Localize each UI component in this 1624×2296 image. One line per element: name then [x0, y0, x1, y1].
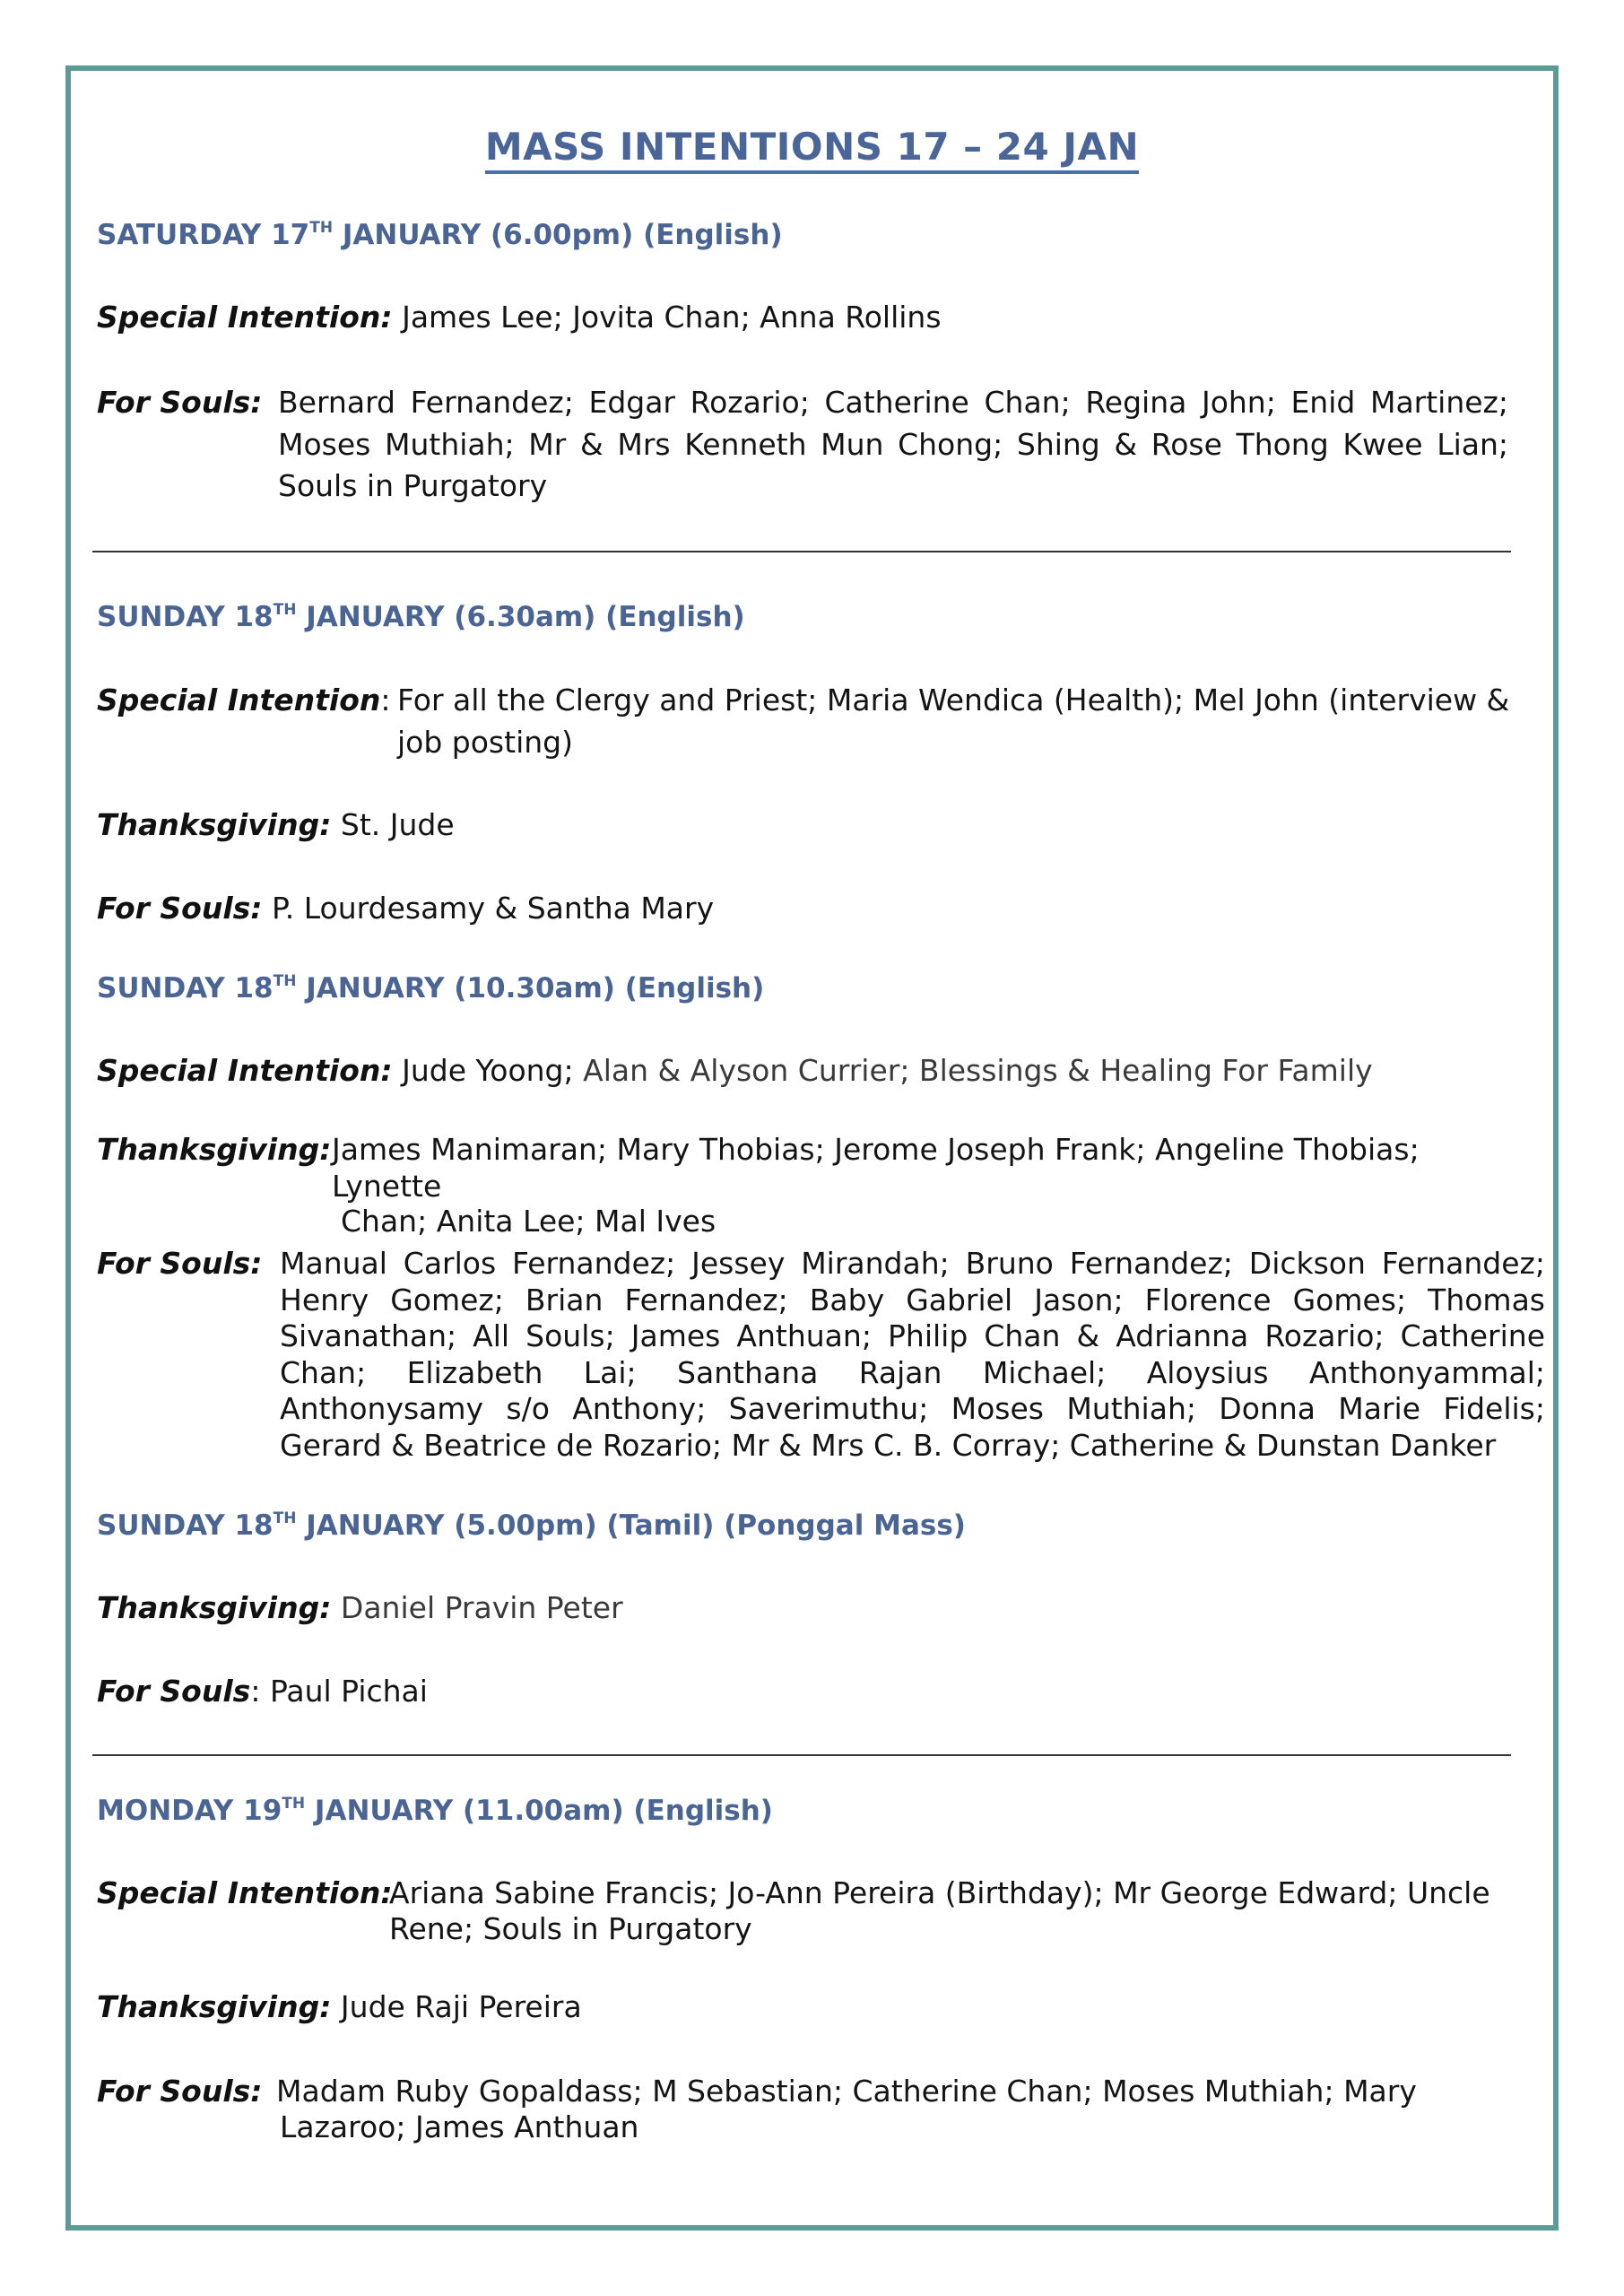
for-souls-text [276, 2074, 1442, 2145]
thanksgiving-row [97, 1590, 623, 1626]
special-intention-text [397, 683, 1518, 761]
thanks-line: James Manimaran; Mary Thobias; Jerome Joseph Frank; Angeline Thobias; Lynette [332, 1132, 1420, 1204]
thanksgiving-label: Thanksgiving: [97, 1989, 332, 2024]
souls-line: Bernard Fernandez; Edgar Rozario; Catherine Chan; Regina John; Enid Martinez; [278, 385, 1508, 420]
mass-heading-sun-1030: SUNDAY 18TH JANUARY (10.30am) (English) [97, 972, 765, 1004]
thanksgiving-label: Thanksgiving: [97, 1590, 332, 1625]
for-souls-row [97, 891, 714, 926]
souls-line: Gerard & Beatrice de Rozario; Mr & Mrs C. B. Corray; Catherine & Dunstan Danker [280, 1427, 1497, 1463]
special-intention-text: James Lee; Jovita Chan; Anna Rollins [402, 300, 942, 335]
souls-line: Moses Muthiah; Mr & Mrs Kenneth Mun Chong; Shing & Rose Thong Kwee Lian; [278, 426, 1508, 462]
souls-line: Anthonysamy s/o Anthony; Saverimuthu; Moses Muthiah; Donna Marie Fidelis; [280, 1391, 1545, 1426]
special-intention-label: Special Intention [97, 683, 381, 718]
special-line: For all the Clergy and Priest; Maria Wendica (Health); Mel John (interview & [397, 683, 1510, 718]
colon: : [250, 1674, 261, 1709]
thanksgiving-text: St. Jude [340, 807, 455, 842]
mass-heading-sun-1700: SUNDAY 18TH JANUARY (5.00pm) (Tamil) (Ponggal Mass) [97, 1509, 966, 1542]
special-intention-label: Special Intention: [97, 300, 393, 335]
special-intention-label: Special Intention: [97, 1053, 393, 1088]
thanksgiving-label-row [97, 1132, 331, 1168]
for-souls-row [97, 1674, 428, 1709]
mass-heading-sun-0630: SUNDAY 18TH JANUARY (6.30am) (English) [97, 601, 745, 633]
for-souls-label: For Souls: [97, 1246, 263, 1281]
for-souls-label: For Souls: [97, 891, 263, 926]
special-intention-row [97, 300, 942, 335]
for-souls-text: P. Lourdesamy & Santha Mary [272, 891, 715, 926]
for-souls-text [278, 385, 1508, 505]
souls-line: Madam Ruby Gopaldass; M Sebastian; Catherine Chan; Moses Muthiah; Mary [276, 2074, 1417, 2109]
souls-line: Chan; Elizabeth Lai; Santhana Rajan Michael; Aloysius Anthonyammal; [280, 1354, 1545, 1390]
section-divider [92, 551, 1511, 552]
thanks-line: Chan; Anita Lee; Mal Ives [341, 1204, 716, 1239]
page-title-text: MASS INTENTIONS 17 – 24 JAN [485, 124, 1139, 174]
souls-line: Souls in Purgatory [278, 468, 548, 503]
special-intention-label: Special Intention: [97, 1875, 393, 1910]
section-divider [92, 1754, 1511, 1756]
for-souls-text: Paul Pichai [269, 1674, 428, 1709]
for-souls-label: For Souls [97, 1674, 251, 1709]
mass-heading-sat-1800: SATURDAY 17TH JANUARY (6.00pm) (English) [97, 219, 783, 251]
for-souls-label: For Souls: [97, 385, 263, 420]
special-intention-text: Jude Yoong; [402, 1053, 574, 1088]
thanksgiving-text: Daniel Pravin Peter [340, 1590, 623, 1625]
special-line: Ariana Sabine Francis; Jo-Ann Pereira (Birthday); Mr George Edward; Uncle [389, 1875, 1490, 1910]
for-souls-text [280, 1246, 1545, 1464]
souls-line: Henry Gomez; Brian Fernandez; Baby Gabriel Jason; Florence Gomes; Thomas [280, 1282, 1545, 1318]
colon: : [380, 683, 391, 718]
special-line: job posting) [397, 724, 573, 760]
thanksgiving-row [97, 1989, 582, 2025]
page-title [0, 124, 1624, 174]
thanksgiving-text [332, 1132, 1524, 1240]
special-intention-text-2: Alan & Alyson Currier; Blessings & Healing For Family [583, 1053, 1373, 1088]
for-souls-label: For Souls: [97, 2074, 263, 2109]
special-intention-label-row [97, 683, 391, 718]
special-intention-row [97, 1053, 1373, 1089]
thanksgiving-label: Thanksgiving: [97, 1132, 332, 1167]
souls-line: Sivanathan; All Souls; James Anthuan; Philip Chan & Adrianna Rozario; Catherine [280, 1318, 1545, 1353]
for-souls-label-row [97, 1246, 263, 1282]
for-souls-label-row [97, 385, 263, 421]
thanksgiving-text: Jude Raji Pereira [340, 1989, 582, 2024]
for-souls-label-row [97, 2074, 263, 2109]
thanksgiving-label: Thanksgiving: [97, 807, 332, 842]
thanksgiving-row [97, 807, 455, 843]
special-intention-label-row [97, 1875, 393, 1911]
mass-heading-mon-1100: MONDAY 19TH JANUARY (11.00am) (English) [97, 1795, 773, 1827]
souls-line: Lazaroo; James Anthuan [280, 2109, 639, 2144]
special-intention-text [389, 1875, 1546, 1947]
souls-line: Manual Carlos Fernandez; Jessey Mirandah; Bruno Fernandez; Dickson Fernandez; [280, 1246, 1545, 1281]
special-line: Rene; Souls in Purgatory [389, 1910, 752, 1946]
